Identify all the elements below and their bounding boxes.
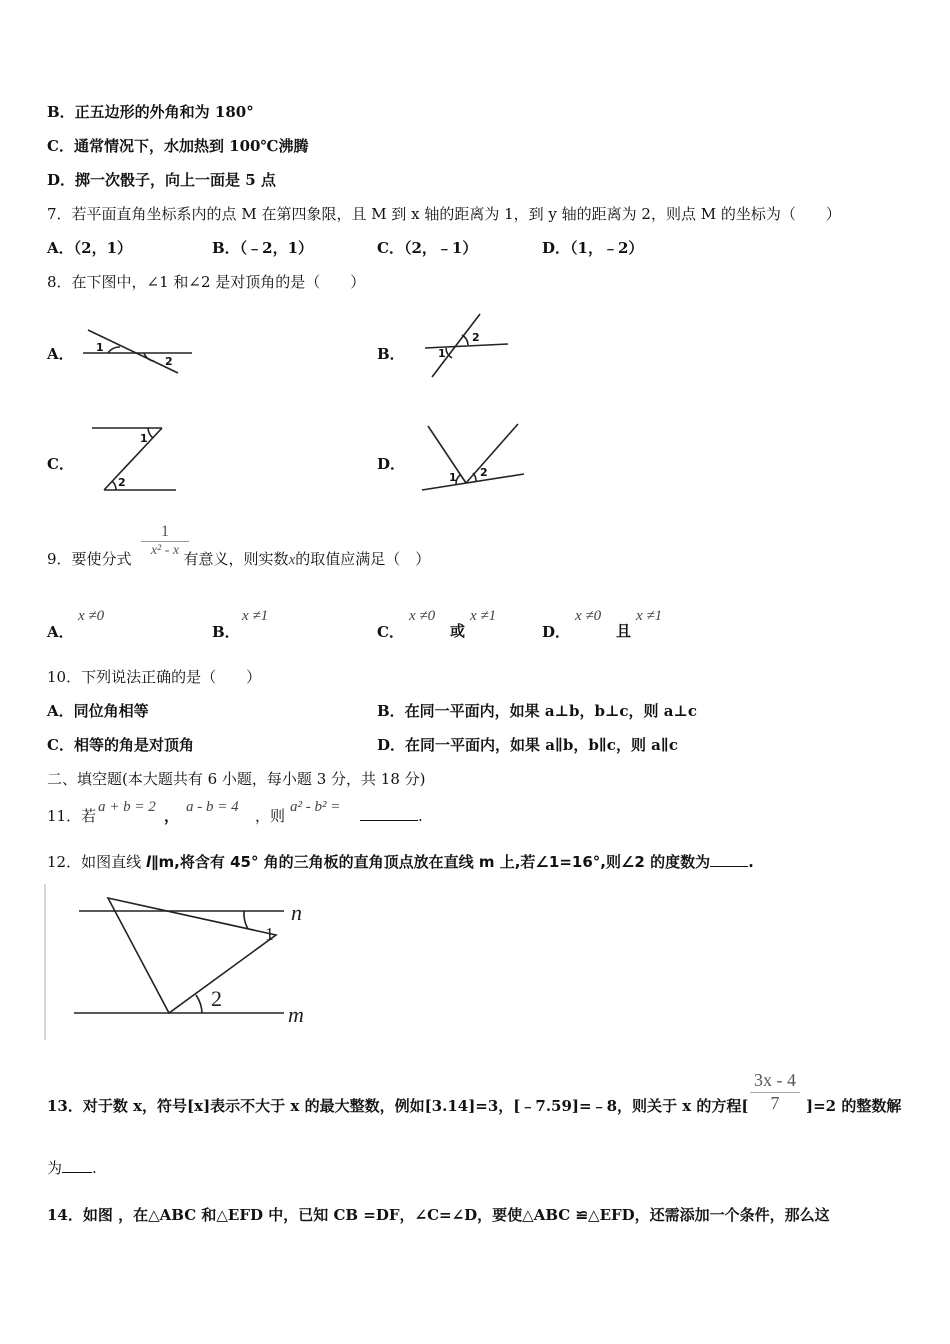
q7-option-d: D．（1，﹣2） <box>542 239 644 257</box>
q13-stem: 13．对于数 x，符号[x]表示不大于 x 的最大整数，例如[3.14]=3，[﹣7.59]=﹣8，则关于 x 的方程[ <box>47 1097 749 1115</box>
q7-option-c: C．（2，﹣1） <box>377 239 478 257</box>
q9-option-c-expr2: x ≠1 <box>470 608 497 624</box>
q8-figure-a <box>80 325 200 380</box>
q12-end: . <box>748 853 754 871</box>
q8-label-d: D． <box>377 455 406 473</box>
q9-frac-num: 1 <box>161 523 169 540</box>
q10-option-d: D．在同一平面内，如果 a∥b，b∥c，则 a∥c <box>377 736 678 754</box>
q9-option-c-expr1: x ≠0 <box>409 608 436 624</box>
q10-stem: 10．下列说法正确的是（ ） <box>47 668 262 686</box>
q8-stem: 8．在下图中，∠1 和∠2 是对顶角的是（ ） <box>47 273 366 291</box>
q8c-angle-1: 1 <box>140 432 148 445</box>
q8a-angle-2: 2 <box>165 355 173 368</box>
q8b-angle-1: 1 <box>438 347 446 360</box>
q11-then: ，则 <box>255 807 286 825</box>
q9-var: x <box>288 552 296 568</box>
q6-option-c: C．通常情况下，水加热到 100℃沸腾 <box>47 137 309 155</box>
q12-figure <box>44 880 324 1045</box>
q9-stem-prefix: 9．要使分式 <box>47 550 132 568</box>
q11-end: . <box>418 807 423 825</box>
q12-fig-m: m <box>288 1002 304 1027</box>
q13-frac-den: 7 <box>750 1092 800 1113</box>
q12-stem-a: 12．如图直线 <box>47 853 146 871</box>
q8d-angle-2: 2 <box>480 466 488 479</box>
q9-stem-end: 的取值应满足（ ） <box>295 550 431 568</box>
q13-stem-end: ]=2 的整数解 <box>806 1097 902 1115</box>
q9-option-c-label: C． <box>377 623 404 641</box>
q12-stem-b: ∥m,将含有 45° 角的三角板的直角顶点放在直线 m 上,若∠1=16°,则∠2 的度数为 <box>151 853 711 871</box>
q10-option-c: C．相等的角是对顶角 <box>47 736 194 754</box>
q9-option-c-conj: 或 <box>450 622 466 640</box>
q8c-angle-2: 2 <box>118 476 126 489</box>
q12-fig-n: n <box>291 900 302 925</box>
q9-option-d-label: D． <box>542 623 571 641</box>
q8-label-a: A． <box>47 345 74 363</box>
q7-option-b: B．（﹣2，1） <box>212 239 314 257</box>
q9-option-d-expr1: x ≠0 <box>575 608 602 624</box>
q12-fig-1: 1 <box>265 924 274 944</box>
q8-label-b: B． <box>377 345 405 363</box>
section2-heading: 二、填空题(本大题共有 6 小题，每小题 3 分，共 18 分) <box>47 770 426 788</box>
q12-blank <box>710 852 748 867</box>
q8-figure-c <box>90 422 190 497</box>
q11-expr2: a - b = 4 <box>186 799 239 815</box>
q13-line2-prefix: 为 <box>47 1159 63 1177</box>
q11-expr3: a² - b² = <box>290 799 341 815</box>
q8-figure-b <box>420 310 520 382</box>
q13-fraction <box>746 1070 804 1113</box>
q9-frac-den: x² - x <box>141 541 189 560</box>
q9-option-a-label: A． <box>47 623 74 641</box>
q12-line-l: l <box>145 853 152 871</box>
q9-option-b-label: B． <box>212 623 240 641</box>
q11-blank <box>360 806 418 821</box>
q8-label-c: C． <box>47 455 74 473</box>
q10-option-b: B．在同一平面内，如果 a⊥b，b⊥c，则 a⊥c <box>377 702 698 720</box>
q8d-angle-1: 1 <box>449 471 457 484</box>
q8a-angle-1: 1 <box>96 341 104 354</box>
q14-stem: 14．如图 ，在△ABC 和△EFD 中，已知 CB =DF，∠C=∠D，要使△ABC ≌△EFD，还需添加一个条件，那么这 <box>47 1206 830 1224</box>
q7-stem: 7．若平面直角坐标系内的点 M 在第四象限，且 M 到 x 轴的距离为 1，到 y 轴的距离为 2，则点 M 的坐标为（ ） <box>47 205 841 223</box>
q6-option-b: B．正五边形的外角和为 180° <box>47 103 254 121</box>
q9-option-b-expr: x ≠1 <box>242 608 269 624</box>
q9-fraction <box>139 523 191 560</box>
q11-answer <box>360 806 423 826</box>
q9-stem-suffix: 有意义，则实数 <box>183 550 289 568</box>
q13-line2 <box>47 1158 97 1178</box>
q11-comma: ， <box>164 807 180 825</box>
q13-line2-end: . <box>92 1159 97 1177</box>
q8b-angle-2: 2 <box>472 331 480 344</box>
q12-stem <box>47 852 754 872</box>
q10-option-a: A．同位角相等 <box>47 702 149 720</box>
q9-option-a-expr: x ≠0 <box>78 608 105 624</box>
q13-frac-num: 3x - 4 <box>754 1070 796 1090</box>
q9-stem <box>47 549 430 570</box>
q12-fig-2: 2 <box>211 986 222 1011</box>
q8-figure-d <box>418 420 528 498</box>
q6-option-d: D．掷一次骰子，向上一面是 5 点 <box>47 171 276 189</box>
q7-option-a: A．（2，1） <box>47 239 133 257</box>
q9-option-d-expr2: x ≠1 <box>636 608 663 624</box>
q13-blank <box>62 1158 92 1173</box>
q9-option-d-conj: 且 <box>616 622 632 640</box>
q11-prefix: 11．若 <box>47 807 97 825</box>
q11-expr1: a + b = 2 <box>98 799 156 815</box>
